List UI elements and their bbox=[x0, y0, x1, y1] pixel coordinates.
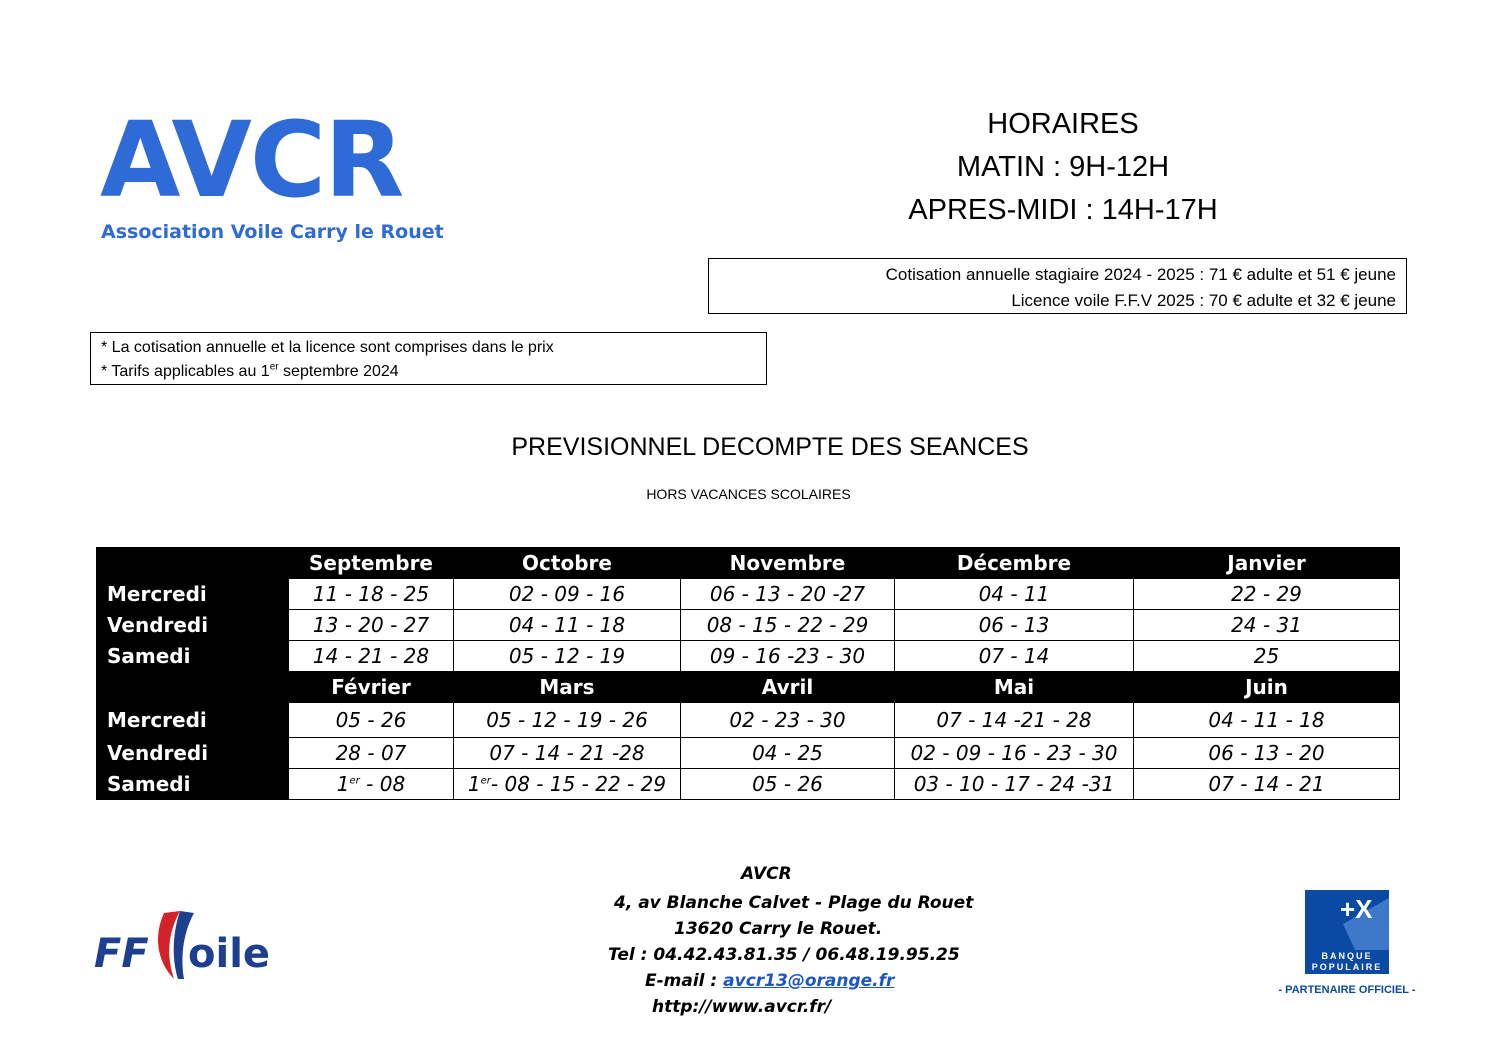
day-label: Samedi bbox=[97, 641, 289, 672]
dates-cell: 04 - 11 bbox=[895, 579, 1134, 610]
footer-address: 4, av Blanche Calvet - Plage du Rouet bbox=[614, 893, 974, 913]
dates-cell: 09 - 16 -23 - 30 bbox=[681, 641, 895, 672]
banque-populaire-mark: +X bbox=[1340, 894, 1373, 924]
dates-cell: 04 - 25 bbox=[681, 738, 895, 769]
dates-cell: 04 - 11 - 18 bbox=[1134, 703, 1400, 738]
month-header-row bbox=[97, 548, 1400, 579]
dates-cell: 28 - 07 bbox=[289, 738, 454, 769]
table-row bbox=[97, 641, 1400, 672]
dates-cell: 05 - 12 - 19 bbox=[454, 641, 681, 672]
month-header: Décembre bbox=[895, 548, 1134, 579]
day-label: Mercredi bbox=[97, 579, 289, 610]
day-label: Samedi bbox=[97, 769, 289, 800]
footer-name: AVCR bbox=[741, 864, 792, 884]
table-row bbox=[97, 769, 1400, 800]
dates-cell: 25 bbox=[1134, 641, 1400, 672]
dates-cell: 11 - 18 - 25 bbox=[289, 579, 454, 610]
avcr-logo: AVCR bbox=[100, 99, 403, 221]
month-header: Février bbox=[289, 672, 454, 703]
dates-cell: 06 - 13 - 20 bbox=[1134, 738, 1400, 769]
dates-cell: 22 - 29 bbox=[1134, 579, 1400, 610]
dates-cell: 06 - 13 bbox=[895, 610, 1134, 641]
ffvoile-logo bbox=[94, 905, 274, 990]
dates-cell: 07 - 14 bbox=[895, 641, 1134, 672]
ffvoile-ff: FF bbox=[94, 931, 149, 977]
cotisation-line: Cotisation annuelle stagiaire 2024 - 2025 : 71 € adulte et 51 € jeune bbox=[885, 265, 1396, 284]
banque-line-2: POPULAIRE bbox=[1311, 962, 1383, 972]
table-row bbox=[97, 703, 1400, 738]
dates-cell: 02 - 23 - 30 bbox=[681, 703, 895, 738]
dates-cell: 1er - 08 bbox=[289, 769, 454, 800]
horaires-title: HORAIRES bbox=[987, 108, 1139, 140]
dates-cell: 08 - 15 - 22 - 29 bbox=[681, 610, 895, 641]
month-header-row bbox=[97, 672, 1400, 703]
dates-cell: 02 - 09 - 16 - 23 - 30 bbox=[895, 738, 1134, 769]
dates-cell: 02 - 09 - 16 bbox=[454, 579, 681, 610]
month-header: Septembre bbox=[289, 548, 454, 579]
banque-line-1: BANQUE bbox=[1321, 951, 1373, 961]
month-header: Juin bbox=[1134, 672, 1400, 703]
header-empty bbox=[97, 672, 289, 703]
ffvoile-logo-graphic bbox=[94, 905, 274, 985]
dates-cell: 07 - 14 - 21 -28 bbox=[454, 738, 681, 769]
dates-cell: 14 - 21 - 28 bbox=[289, 641, 454, 672]
dates-cell: 03 - 10 - 17 - 24 -31 bbox=[895, 769, 1134, 800]
dates-cell: 07 - 14 -21 - 28 bbox=[895, 703, 1134, 738]
table-row bbox=[97, 610, 1400, 641]
header-empty bbox=[97, 548, 289, 579]
dates-cell: 05 - 26 bbox=[289, 703, 454, 738]
month-header: Mars bbox=[454, 672, 681, 703]
dates-cell: 06 - 13 - 20 -27 bbox=[681, 579, 895, 610]
table-row bbox=[97, 579, 1400, 610]
month-header: Janvier bbox=[1134, 548, 1400, 579]
note-line-1: * La cotisation annuelle et la licence sont comprises dans le prix bbox=[101, 339, 554, 356]
month-header: Avril bbox=[681, 672, 895, 703]
note-line-2: * Tarifs applicables au 1er septembre 2024 bbox=[101, 361, 399, 380]
horaires-apres-midi: APRES-MIDI : 14H-17H bbox=[908, 194, 1218, 226]
day-label: Mercredi bbox=[97, 703, 289, 738]
dates-cell: 05 - 12 - 19 - 26 bbox=[454, 703, 681, 738]
cotisation-box bbox=[708, 258, 1407, 314]
schedule-subtitle: HORS VACANCES SCOLAIRES bbox=[646, 486, 851, 502]
email-link[interactable]: avcr13@orange.fr bbox=[723, 971, 895, 991]
dates-cell: 04 - 11 - 18 bbox=[454, 610, 681, 641]
day-label: Vendredi bbox=[97, 738, 289, 769]
footer-city: 13620 Carry le Rouet. bbox=[674, 919, 883, 939]
dates-cell: 24 - 31 bbox=[1134, 610, 1400, 641]
ffvoile-oile: oile bbox=[188, 931, 271, 977]
avcr-logo-subtitle: Association Voile Carry le Rouet bbox=[101, 221, 444, 243]
footer-email: E-mail : avcr13@orange.fr bbox=[645, 971, 895, 991]
schedule-title: PREVISIONNEL DECOMPTE DES SEANCES bbox=[511, 433, 1029, 461]
day-label: Vendredi bbox=[97, 610, 289, 641]
horaires-matin: MATIN : 9H-12H bbox=[956, 151, 1170, 183]
licence-line: Licence voile F.F.V 2025 : 70 € adulte et 32 € jeune bbox=[1011, 291, 1396, 310]
month-header: Octobre bbox=[454, 548, 681, 579]
dates-cell: 13 - 20 - 27 bbox=[289, 610, 454, 641]
dates-cell: 05 - 26 bbox=[681, 769, 895, 800]
month-header: Novembre bbox=[681, 548, 895, 579]
dates-cell: 1er- 08 - 15 - 22 - 29 bbox=[454, 769, 681, 800]
footer-tel: Tel : 04.42.43.81.35 / 06.48.19.95.25 bbox=[608, 945, 960, 965]
schedule-table bbox=[96, 547, 1400, 800]
dates-cell: 07 - 14 - 21 bbox=[1134, 769, 1400, 800]
table-row bbox=[97, 738, 1400, 769]
notes-box bbox=[90, 332, 767, 385]
month-header: Mai bbox=[895, 672, 1134, 703]
partenaire-officiel: - PARTENAIRE OFFICIEL - bbox=[1278, 984, 1416, 996]
footer-website[interactable]: http://www.avcr.fr/ bbox=[652, 997, 832, 1017]
